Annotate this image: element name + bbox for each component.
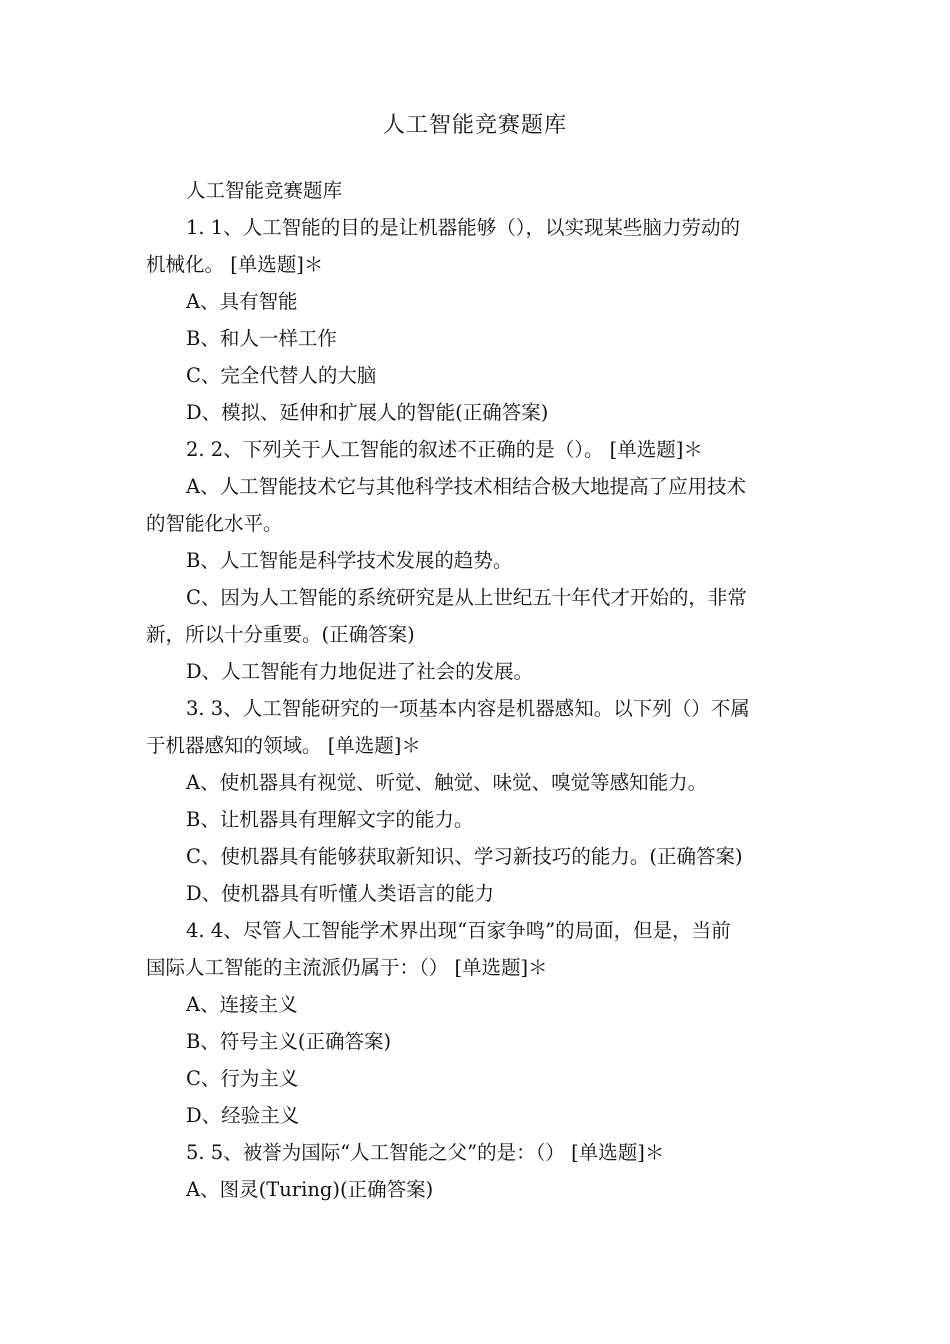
text-line: 3. 3、人工智能研究的一项基本内容是机器感知。以下列（）不属 bbox=[186, 697, 750, 720]
text-line: 1. 1、人工智能的目的是让机器能够（），以实现某些脑力劳动的 bbox=[186, 216, 740, 239]
text-line: D、经验主义 bbox=[186, 1104, 300, 1127]
text-line: 4. 4、尽管人工智能学术界出现“百家争鸣”的局面，但是，当前 bbox=[186, 919, 731, 942]
text-line: A、使机器具有视觉、听觉、触觉、味觉、嗅觉等感知能力。 bbox=[186, 771, 708, 794]
text-line: 2. 2、下列关于人工智能的叙述不正确的是（）。 [单选题]＊ bbox=[186, 438, 703, 461]
text-line: B、人工智能是科学技术发展的趋势。 bbox=[186, 549, 513, 572]
text-line: B、符号主义(正确答案) bbox=[186, 1030, 392, 1053]
text-line: C、完全代替人的大脑 bbox=[186, 364, 377, 387]
text-line: C、行为主义 bbox=[186, 1067, 299, 1090]
text-line: A、具有智能 bbox=[186, 290, 298, 313]
text-line: 新，所以十分重要。(正确答案) bbox=[146, 623, 415, 646]
text-line: D、使机器具有听懂人类语言的能力 bbox=[186, 882, 495, 905]
text-line: C、因为人工智能的系统研究是从上世纪五十年代才开始的，非常 bbox=[186, 586, 747, 609]
text-line: 于机器感知的领域。 [单选题]＊ bbox=[146, 734, 421, 757]
text-line: B、让机器具有理解文字的能力。 bbox=[186, 808, 474, 831]
text-line: B、和人一样工作 bbox=[186, 327, 337, 350]
document-title: 人工智能竞赛题库 bbox=[382, 113, 567, 138]
text-line: A、图灵(Turing)(正确答案) bbox=[186, 1178, 434, 1201]
text-line: D、人工智能有力地促进了社会的发展。 bbox=[186, 660, 534, 683]
text-line: A、连接主义 bbox=[186, 993, 298, 1016]
text-line: 人工智能竞赛题库 bbox=[186, 179, 343, 202]
text-line: A、人工智能技术它与其他科学技术相结合极大地提高了应用技术 bbox=[186, 475, 747, 498]
text-line: C、使机器具有能够获取新知识、学习新技巧的能力。(正确答案) bbox=[186, 845, 743, 868]
text-line: 5. 5、被誉为国际“人工智能之父”的是：（） [单选题]＊ bbox=[186, 1141, 665, 1164]
text-line: 的智能化水平。 bbox=[146, 512, 283, 535]
document-body bbox=[146, 172, 814, 1208]
text-line: D、模拟、延伸和扩展人的智能(正确答案) bbox=[186, 401, 549, 424]
text-line: 国际人工智能的主流派仍属于：（） [单选题]＊ bbox=[146, 956, 548, 979]
text-line: 机械化。 [单选题]＊ bbox=[146, 253, 324, 276]
